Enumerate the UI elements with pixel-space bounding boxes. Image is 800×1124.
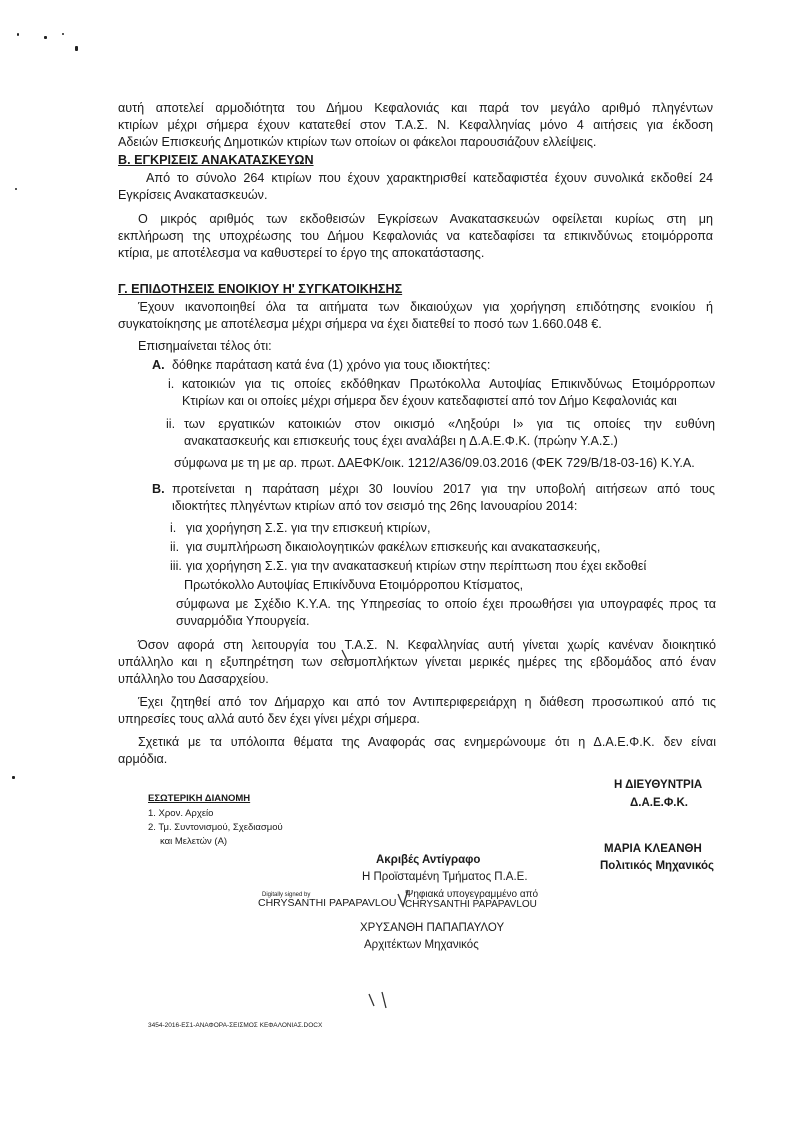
section-c-paragraph-3 — [118, 637, 716, 688]
text-line: κτιρίων μέχρι σήμερα έχουν κατατεθεί στον Τ.Α.Σ. Ν. Κεφαλληνίας μόνο 4 αιτήσεις για έκδοση — [118, 118, 713, 132]
item-b-text — [172, 481, 715, 515]
text-line: υπάλληλο του Δασαρχείου. — [118, 672, 269, 686]
text-line: προτείνεται η παράταση μέχρι 30 Ιουνίου 2017 για την υποβολή αιτήσεων από τους — [172, 482, 715, 496]
digital-signature-left-caption: Digitally signed by — [262, 892, 311, 898]
text-line: Από το σύνολο 264 κτιρίων που έχουν χαρακτηρισθεί κατεδαφιστέα έχουν συνολικά εκδοθεί 24 — [146, 171, 713, 185]
pen-mark — [366, 990, 390, 1014]
section-c-paragraph-4 — [118, 694, 716, 728]
signatory-department: Δ.Α.Ε.Φ.Κ. — [630, 797, 688, 809]
item-a-closing: σύμφωνα με τη με αρ. πρωτ. ΔΑΕΦΚ/οικ. 1212/Α36/09.03.2016 (ΦΕΚ 729/Β/18-03-16) Κ.Υ.Α. — [174, 456, 695, 470]
text-line: κτίρια, με αποτέλεσμα να καθυστερεί το έργο της αποκατάστασης. — [118, 246, 485, 260]
text-line: Έχει ζητηθεί από τον Δήμαρχο και από τον Αντιπεριφερειάρχη η διάθεση προσωπικού από τις — [138, 695, 716, 709]
scan-speck — [44, 36, 47, 39]
text-line: αυτή αποτελεί αρμοδιότητα του Δήμου Κεφαλονιάς και παρά τον μεγάλο αριθμό πληγέντων — [118, 101, 713, 115]
copy-signer-title: Αρχιτέκτων Μηχανικός — [364, 939, 479, 951]
signatory-title: Πολιτικός Μηχανικός — [600, 860, 714, 872]
text-line: Όσον αφορά στη λειτουργία του Τ.Α.Σ. Ν. Κεφαλληνίας αυτή γίνεται χωρίς κανέναν διοικητικό — [138, 638, 716, 652]
item-b-sub-marker: i. — [170, 521, 177, 535]
digital-signature-right: CHRYSANTHI PAPAPAVLOU — [405, 899, 537, 910]
digital-signature-right-caption: Ψηφιακά υπογεγραμμένο από — [405, 889, 539, 900]
signatory-role: Η ΔΙΕΥΘΥΝΤΡΙΑ — [614, 779, 703, 791]
text-line: Ο μικρός αριθμός των εκδοθεισών Εγκρίσεων Ανακατασκευών οφείλεται κυρίως στη μη — [138, 212, 713, 226]
digital-signature-left: CHRYSANTHI PAPAPAVLOU — [258, 897, 397, 909]
item-b-sub-marker: ii. — [170, 540, 180, 554]
text-line: Σχετικά με τα υπόλοιπα θέματα της Αναφοράς σας ενημερώνουμε ότι η Δ.Α.Ε.Φ.Κ. δεν είναι — [138, 735, 716, 749]
text-line: σύμφωνα με Σχέδιο Κ.Υ.Α. της Υπηρεσίας το οποίο έχει προωθήσει για υπογραφές προς τα — [176, 597, 716, 611]
distribution-item: και Μελετών (Α) — [160, 836, 228, 847]
distribution-item: 1. Χρον. Αρχείο — [148, 808, 214, 819]
scan-speck — [15, 188, 17, 190]
item-a-i-text — [182, 376, 715, 410]
copy-heading: Ακριβές Αντίγραφο — [376, 854, 481, 866]
item-b-sub-continuation: Πρωτόκολλο Αυτοψίας Επικίνδυνα Ετοιμόρροπου Κτίσματος, — [184, 578, 524, 592]
section-c-paragraph-5 — [118, 734, 716, 768]
item-a-ii-marker: ii. — [166, 417, 176, 431]
text-line: κατοικιών για τις οποίες εκδόθηκαν Πρωτόκολλα Αυτοψίας Επικινδύνως Ετοιμόρροπων — [182, 377, 715, 391]
scan-speck — [75, 46, 78, 51]
scan-speck — [17, 33, 19, 36]
footer-filename: 3454-2016-ΕΣ1-ΑΝΑΦΟΡΑ-ΣΕΙΣΜΟΣ ΚΕΦΑΛΟΝΙΑΣ.DOCX — [148, 1022, 323, 1029]
item-a-text: δόθηκε παράταση κατά ένα (1) χρόνο για τους ιδιοκτήτες: — [172, 358, 491, 372]
text-line: υπάλληλο και η εξυπηρέτηση των σεισμοπλήκτων γίνεται μερικές ημέρες της εβδομάδος από έναν — [118, 655, 716, 669]
section-c-paragraph-2: Επισημαίνεται τέλος ότι: — [138, 339, 272, 353]
item-b-sub-marker: iii. — [170, 559, 182, 573]
section-b-paragraph-1 — [118, 170, 713, 204]
section-c-heading: Γ. ΕΠΙΔΟΤΗΣΕΙΣ ΕΝΟΙΚΙΟΥ Η' ΣΥΓΚΑΤΟΙΚΗΣΗΣ — [118, 282, 403, 296]
signature-check-icon — [396, 888, 410, 910]
distribution-title: ΕΣΩΤΕΡΙΚΗ ΔΙΑΝΟΜΗ — [148, 793, 251, 804]
text-line: των εργατικών κατοικιών στον οικισμό «Ληξούρι Ι» για τις οποίες την ευθύνη — [184, 417, 715, 431]
pen-mark — [340, 648, 352, 664]
text-line: συγκατοίκησης με αποτέλεσμα μέχρι σήμερα να έχει διατεθεί το ποσό των 1.660.048 €. — [118, 317, 602, 331]
text-line: εκπλήρωση της υποχρέωσης του Δήμου Κεφαλονιάς να κατεδαφίσει τα επικινδύνως ετοιμόρροπα — [118, 229, 713, 243]
item-b-marker: Β. — [152, 482, 165, 496]
section-c-paragraph-1 — [118, 299, 713, 333]
text-line: ανακατασκευής και επισκευής τους έχει αναλάβει η Δ.Α.Ε.Φ.Κ. (πρώην Υ.Α.Σ.) — [184, 434, 618, 448]
section-b-paragraph-2 — [118, 211, 713, 262]
text-line: Έχουν ικανοποιηθεί όλα τα αιτήματα των δικαιούχων για χορήγηση επιδότησης ενοικίου ή — [138, 300, 713, 314]
copy-role: Η Προϊσταμένη Τμήματος Π.Α.Ε. — [362, 871, 528, 883]
copy-signer-name: ΧΡΥΣΑΝΘΗ ΠΑΠΑΠΑΥΛΟΥ — [360, 922, 505, 934]
intro-paragraph — [118, 100, 713, 151]
scan-speck — [12, 776, 15, 779]
item-a-i-marker: i. — [168, 377, 175, 391]
signatory-name: ΜΑΡΙΑ ΚΛΕΑΝΘΗ — [604, 843, 702, 855]
text-line: υπηρεσίες τους αλλά αυτό δεν έχει γίνει μέχρι σήμερα. — [118, 712, 420, 726]
item-b-sub-text: για χορήγηση Σ.Σ. για την επισκευή κτιρίων, — [186, 521, 431, 535]
item-b-sub-text: για συμπλήρωση δικαιολογητικών φακέλων επισκευής και ανακατασκευής, — [186, 540, 601, 554]
text-line: ιδιοκτήτες πληγέντων κτιρίων από τον σεισμό της 26ης Ιανουαρίου 2014: — [172, 499, 578, 513]
text-line: αρμόδια. — [118, 752, 168, 766]
text-line: Εγκρίσεις Ανακατασκευών. — [118, 188, 268, 202]
item-b-closing — [176, 596, 716, 630]
item-a-marker: Α. — [152, 358, 165, 372]
section-b-heading: Β. ΕΓΚΡΙΣΕΙΣ ΑΝΑΚΑΤΑΣΚΕΥΩΝ — [118, 153, 314, 167]
item-b-sub-text: για χορήγηση Σ.Σ. για την ανακατασκευή κτιρίων στην περίπτωση που έχει εκδοθεί — [186, 559, 647, 573]
text-line: συναρμόδια Υπουργεία. — [176, 614, 310, 628]
item-a-ii-text — [184, 416, 715, 450]
distribution-item: 2. Τμ. Συντονισμού, Σχεδιασμού — [148, 822, 283, 833]
text-line: Αδειών Επισκευής Δημοτικών κτιρίων των οποίων οι φάκελοι παρουσιάζουν ελλείψεις. — [118, 135, 597, 149]
scan-speck — [62, 33, 64, 35]
text-line: Κτιρίων και οι οποίες μέχρι σήμερα δεν έχουν κατεδαφιστεί από τον Δήμο Κεφαλονιάς και — [182, 394, 677, 408]
